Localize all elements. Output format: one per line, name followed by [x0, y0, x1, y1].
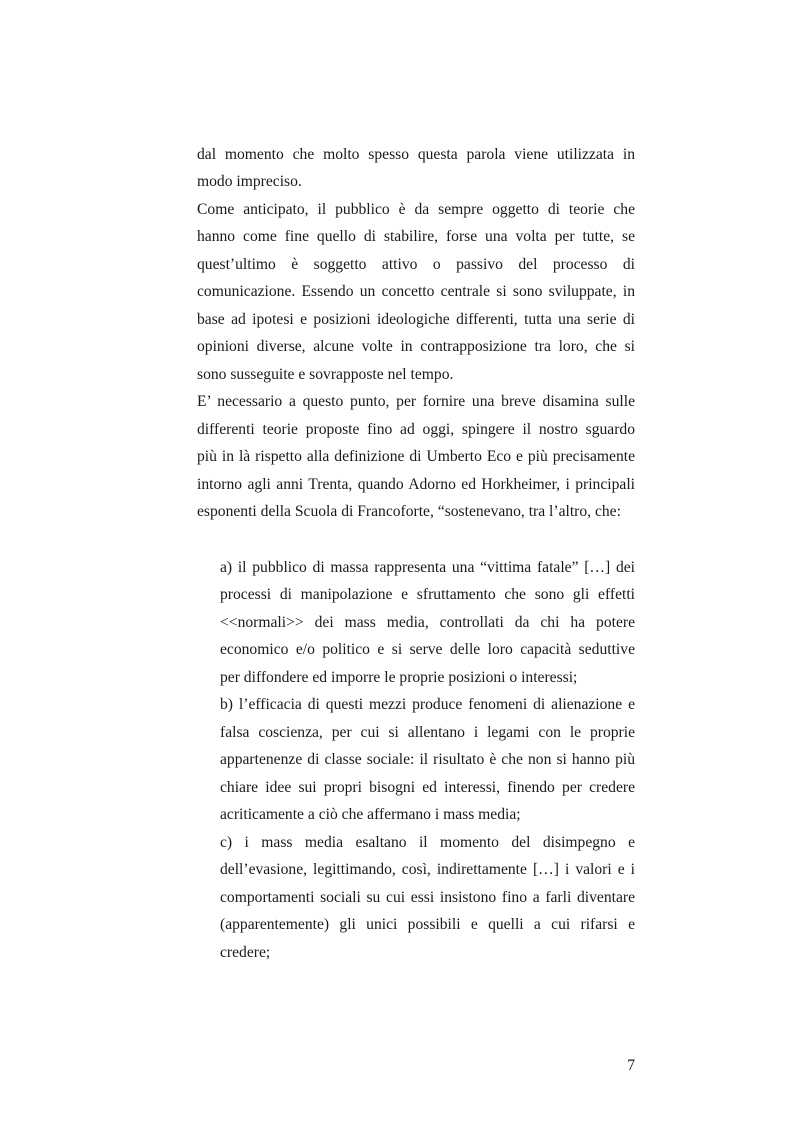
list-line: (apparentemente) gli unici possibili e quelli a cui rifarsi e [220, 916, 635, 933]
list-line: acriticamente a ciò che affermano i mass media; [220, 806, 521, 823]
text-line: Come anticipato, il pubblico è da sempre oggetto di teorie che [197, 201, 635, 218]
text-line: differenti teorie proposte fino ad oggi, spingere il nostro sguardo [197, 421, 635, 438]
list-line: credere; [220, 944, 271, 961]
text-line: quest’ultimo è soggetto attivo o passivo del processo di [197, 256, 635, 273]
text-line: più in là rispetto alla definizione di Umberto Eco e più precisamente [197, 448, 635, 465]
list-line: b) l’efficacia di questi mezzi produce fenomeni di alienazione e [220, 696, 635, 713]
text-line: sono susseguite e sovrapposte nel tempo. [197, 366, 454, 383]
text-line: modo impreciso. [197, 173, 302, 190]
text-line: E’ necessario a questo punto, per fornire una breve disamina sulle [197, 393, 635, 410]
text-line: comunicazione. Essendo un concetto centrale si sono sviluppate, in [197, 283, 635, 300]
text-line: opinioni diverse, alcune volte in contrapposizione tra loro, che si [197, 338, 635, 355]
list-line: processi di manipolazione e sfruttamento che sono gli effetti [220, 586, 635, 603]
text-line: base ad ipotesi e posizioni ideologiche differenti, tutta una serie di [197, 311, 635, 328]
text-line: dal momento che molto spesso questa parola viene utilizzata in [197, 146, 635, 163]
list-line: chiare idee sui propri bisogni ed interessi, finendo per credere [220, 779, 635, 796]
page-number: 7 [627, 1057, 635, 1074]
list-line: c) i mass media esaltano il momento del disimpegno e [220, 834, 635, 851]
list-line: falsa coscienza, per cui si allentano i legami con le proprie [220, 724, 635, 741]
list-line: economico e/o politico e si serve delle loro capacità seduttive [220, 641, 635, 658]
list-line: appartenenze di classe sociale: il risultato è che non si hanno più [220, 751, 635, 768]
list-line: per diffondere ed imporre le proprie posizioni o interessi; [220, 669, 578, 686]
text-line: intorno agli anni Trenta, quando Adorno ed Horkheimer, i principali [197, 476, 635, 493]
list-line: a) il pubblico di massa rappresenta una “vittima fatale” […] dei [220, 559, 635, 576]
text-line: esponenti della Scuola di Francoforte, “sostenevano, tra l’altro, che: [197, 503, 621, 520]
list-line: comportamenti sociali su cui essi insistono fino a farli diventare [220, 889, 635, 906]
text-line: hanno come fine quello di stabilire, forse una volta per tutte, se [197, 228, 635, 245]
list-line: dell’evasione, legittimando, così, indirettamente […] i valori e i [220, 861, 635, 878]
list-line: <<normali>> dei mass media, controllati da chi ha potere [220, 614, 635, 631]
